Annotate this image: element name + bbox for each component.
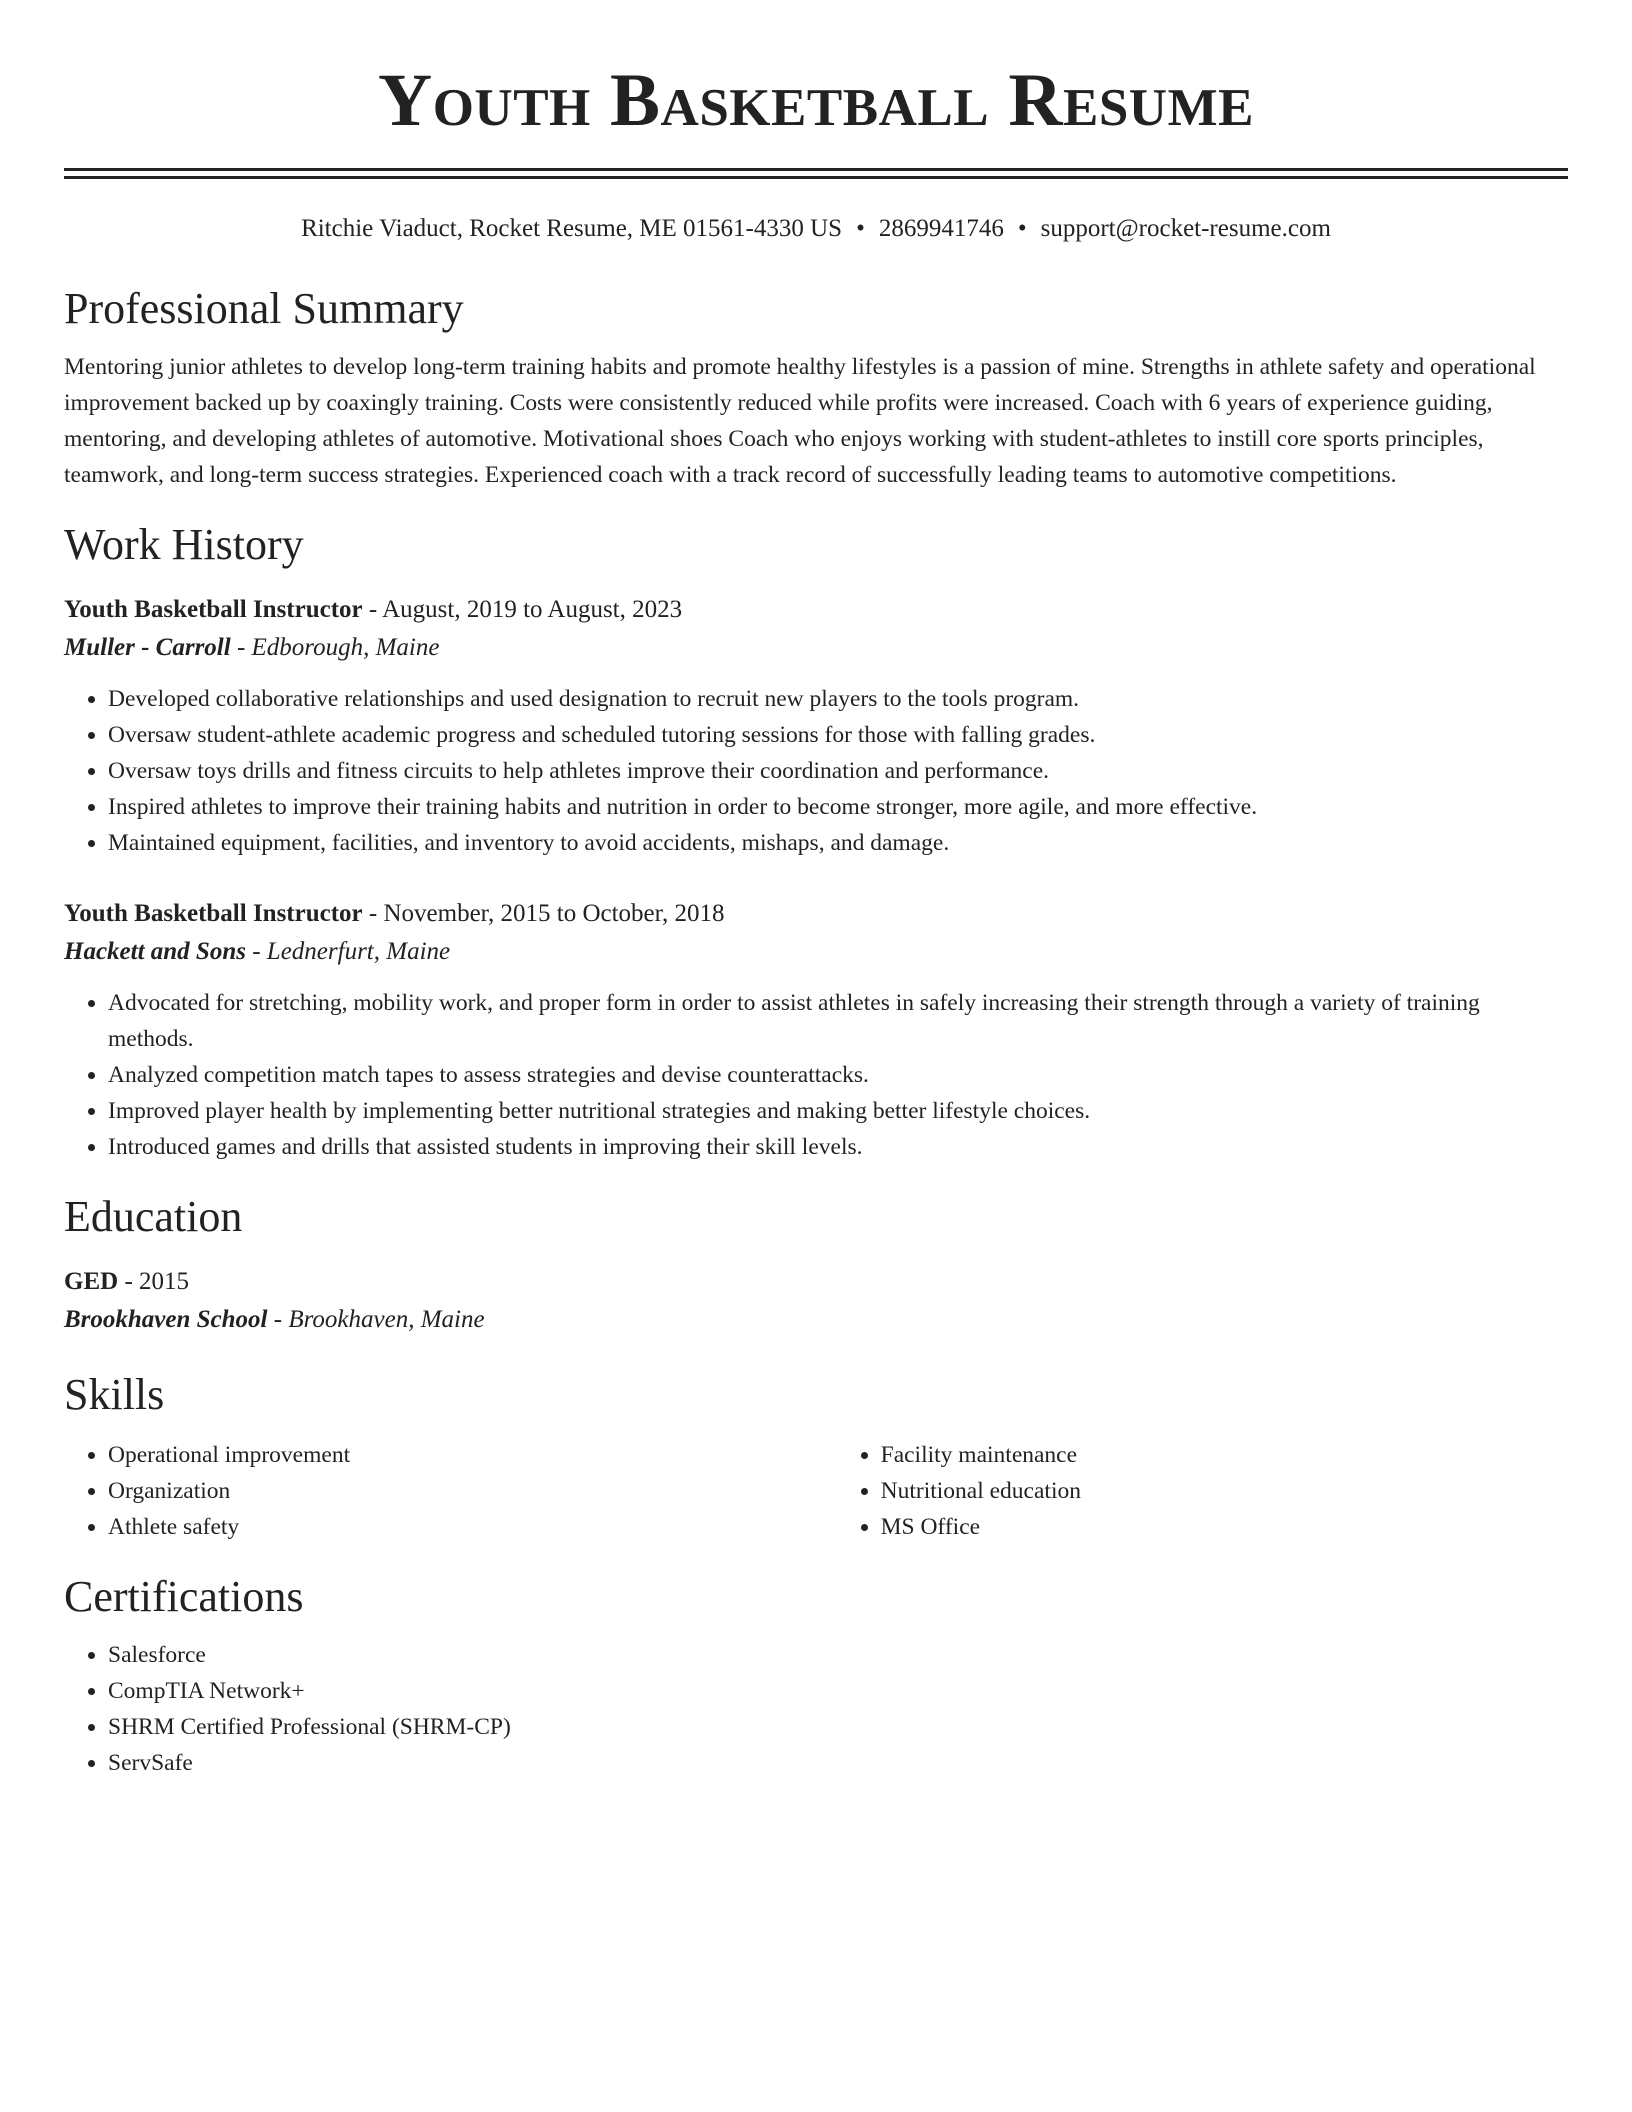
job-title-line: [64, 591, 1568, 629]
certification-item: • CompTIA Network+: [108, 1673, 1568, 1709]
education-degree: GED: [64, 1268, 119, 1295]
work-history-heading: Work History: [64, 520, 304, 569]
job-duty: • Inspired athletes to improve their training habits and nutrition in order to become stronger, more agile, and more effective.: [108, 789, 1568, 825]
job-role: Youth Basketball Instructor: [64, 900, 363, 927]
skills-columns: [64, 1437, 1568, 1545]
resume-title: Youth Basketball Resume: [378, 59, 1254, 142]
education-degree-line: [64, 1263, 1568, 1301]
skill-item: • Operational improvement: [108, 1437, 837, 1473]
job-duty: • Analyzed competition match tapes to assess strategies and devise counterattacks.: [108, 1057, 1568, 1093]
contact-address: Ritchie Viaduct, Rocket Resume, ME 01561-4330 US: [301, 215, 843, 242]
education-school-line: [64, 1301, 1568, 1339]
contact-line: [64, 213, 1568, 245]
education-school: Brookhaven School: [64, 1306, 268, 1333]
certifications-list: [64, 1637, 1568, 1781]
skill-item: • Organization: [108, 1473, 837, 1509]
job-entry: [64, 591, 1568, 861]
job-duty: • Developed collaborative relationships and used designation to recruit new players to the tools program.: [108, 681, 1568, 717]
job-duty: • Oversaw toys drills and fitness circuits to help athletes improve their coordination and performance.: [108, 753, 1568, 789]
job-duty: • Introduced games and drills that assisted students in improving their skill levels.: [108, 1129, 1568, 1165]
skills-list-left: [64, 1437, 837, 1545]
job-company: Muller - Carroll: [64, 634, 231, 661]
contact-separator: •: [856, 215, 865, 242]
contact-phone: 2869941746: [878, 215, 1004, 242]
skill-item: • Facility maintenance: [881, 1437, 1568, 1473]
job-entry: [64, 895, 1568, 1165]
skill-item: • Nutritional education: [881, 1473, 1568, 1509]
job-duty: • Maintained equipment, facilities, and inventory to avoid accidents, mishaps, and damage.: [108, 825, 1568, 861]
title-divider: [64, 168, 1568, 179]
job-duties-list: [64, 985, 1568, 1165]
job-dates: - November, 2015 to October, 2018: [368, 900, 725, 927]
certifications-heading: Certifications: [64, 1572, 304, 1621]
certification-item: • Salesforce: [108, 1637, 1568, 1673]
certification-item: • SHRM Certified Professional (SHRM-CP): [108, 1709, 1568, 1745]
job-duties-list: [64, 681, 1568, 861]
job-duty: • Advocated for stretching, mobility work, and proper form in order to assist athletes in safely increasing their strength through a variety of training methods.: [108, 985, 1568, 1057]
job-duty: • Oversaw student-athlete academic progress and scheduled tutoring sessions for those with falling grades.: [108, 717, 1568, 753]
contact-separator: •: [1017, 215, 1027, 242]
skills-list-right: [837, 1437, 1568, 1545]
job-dates: - August, 2019 to August, 2023: [368, 596, 683, 623]
education-location: - Brookhaven, Maine: [273, 1306, 485, 1333]
summary-heading: Professional Summary: [64, 284, 464, 333]
job-title-line: [64, 895, 1568, 933]
contact-email[interactable]: support@rocket-resume.com: [1040, 215, 1331, 242]
job-location: - Edborough, Maine: [236, 634, 440, 661]
certification-item: • ServSafe: [108, 1745, 1568, 1781]
job-company: Hackett and Sons: [64, 938, 246, 965]
education-year: - 2015: [124, 1268, 190, 1295]
skill-item: • Athlete safety: [108, 1509, 837, 1545]
skills-heading: Skills: [64, 1370, 165, 1419]
job-company-line: [64, 629, 1568, 667]
education-entry: [64, 1263, 1568, 1339]
job-company-line: [64, 933, 1568, 971]
job-role: Youth Basketball Instructor: [64, 596, 363, 623]
skill-item: • MS Office: [881, 1509, 1568, 1545]
education-heading: Education: [64, 1192, 243, 1241]
job-duty: • Improved player health by implementing better nutritional strategies and making better lifestyle choices.: [108, 1093, 1568, 1129]
job-location: - Lednerfurt, Maine: [252, 938, 451, 965]
summary-text: Mentoring junior athletes to develop long-term training habits and promote healthy lifestyles is a passion of mine. Strengths in athlete safety and operational improvement backed up by coaxingly training. Costs were consistently reduced while profits were increased. Coach with 6 years of experience guiding, mentoring, and developing athletes of automotive. Motivational shoes Coach who enjoys working with student-athletes to instill core sports principles, teamwork, and long-term success strategies. Experienced coach with a track record of successfully leading teams to automotive competitions.: [64, 354, 1536, 488]
